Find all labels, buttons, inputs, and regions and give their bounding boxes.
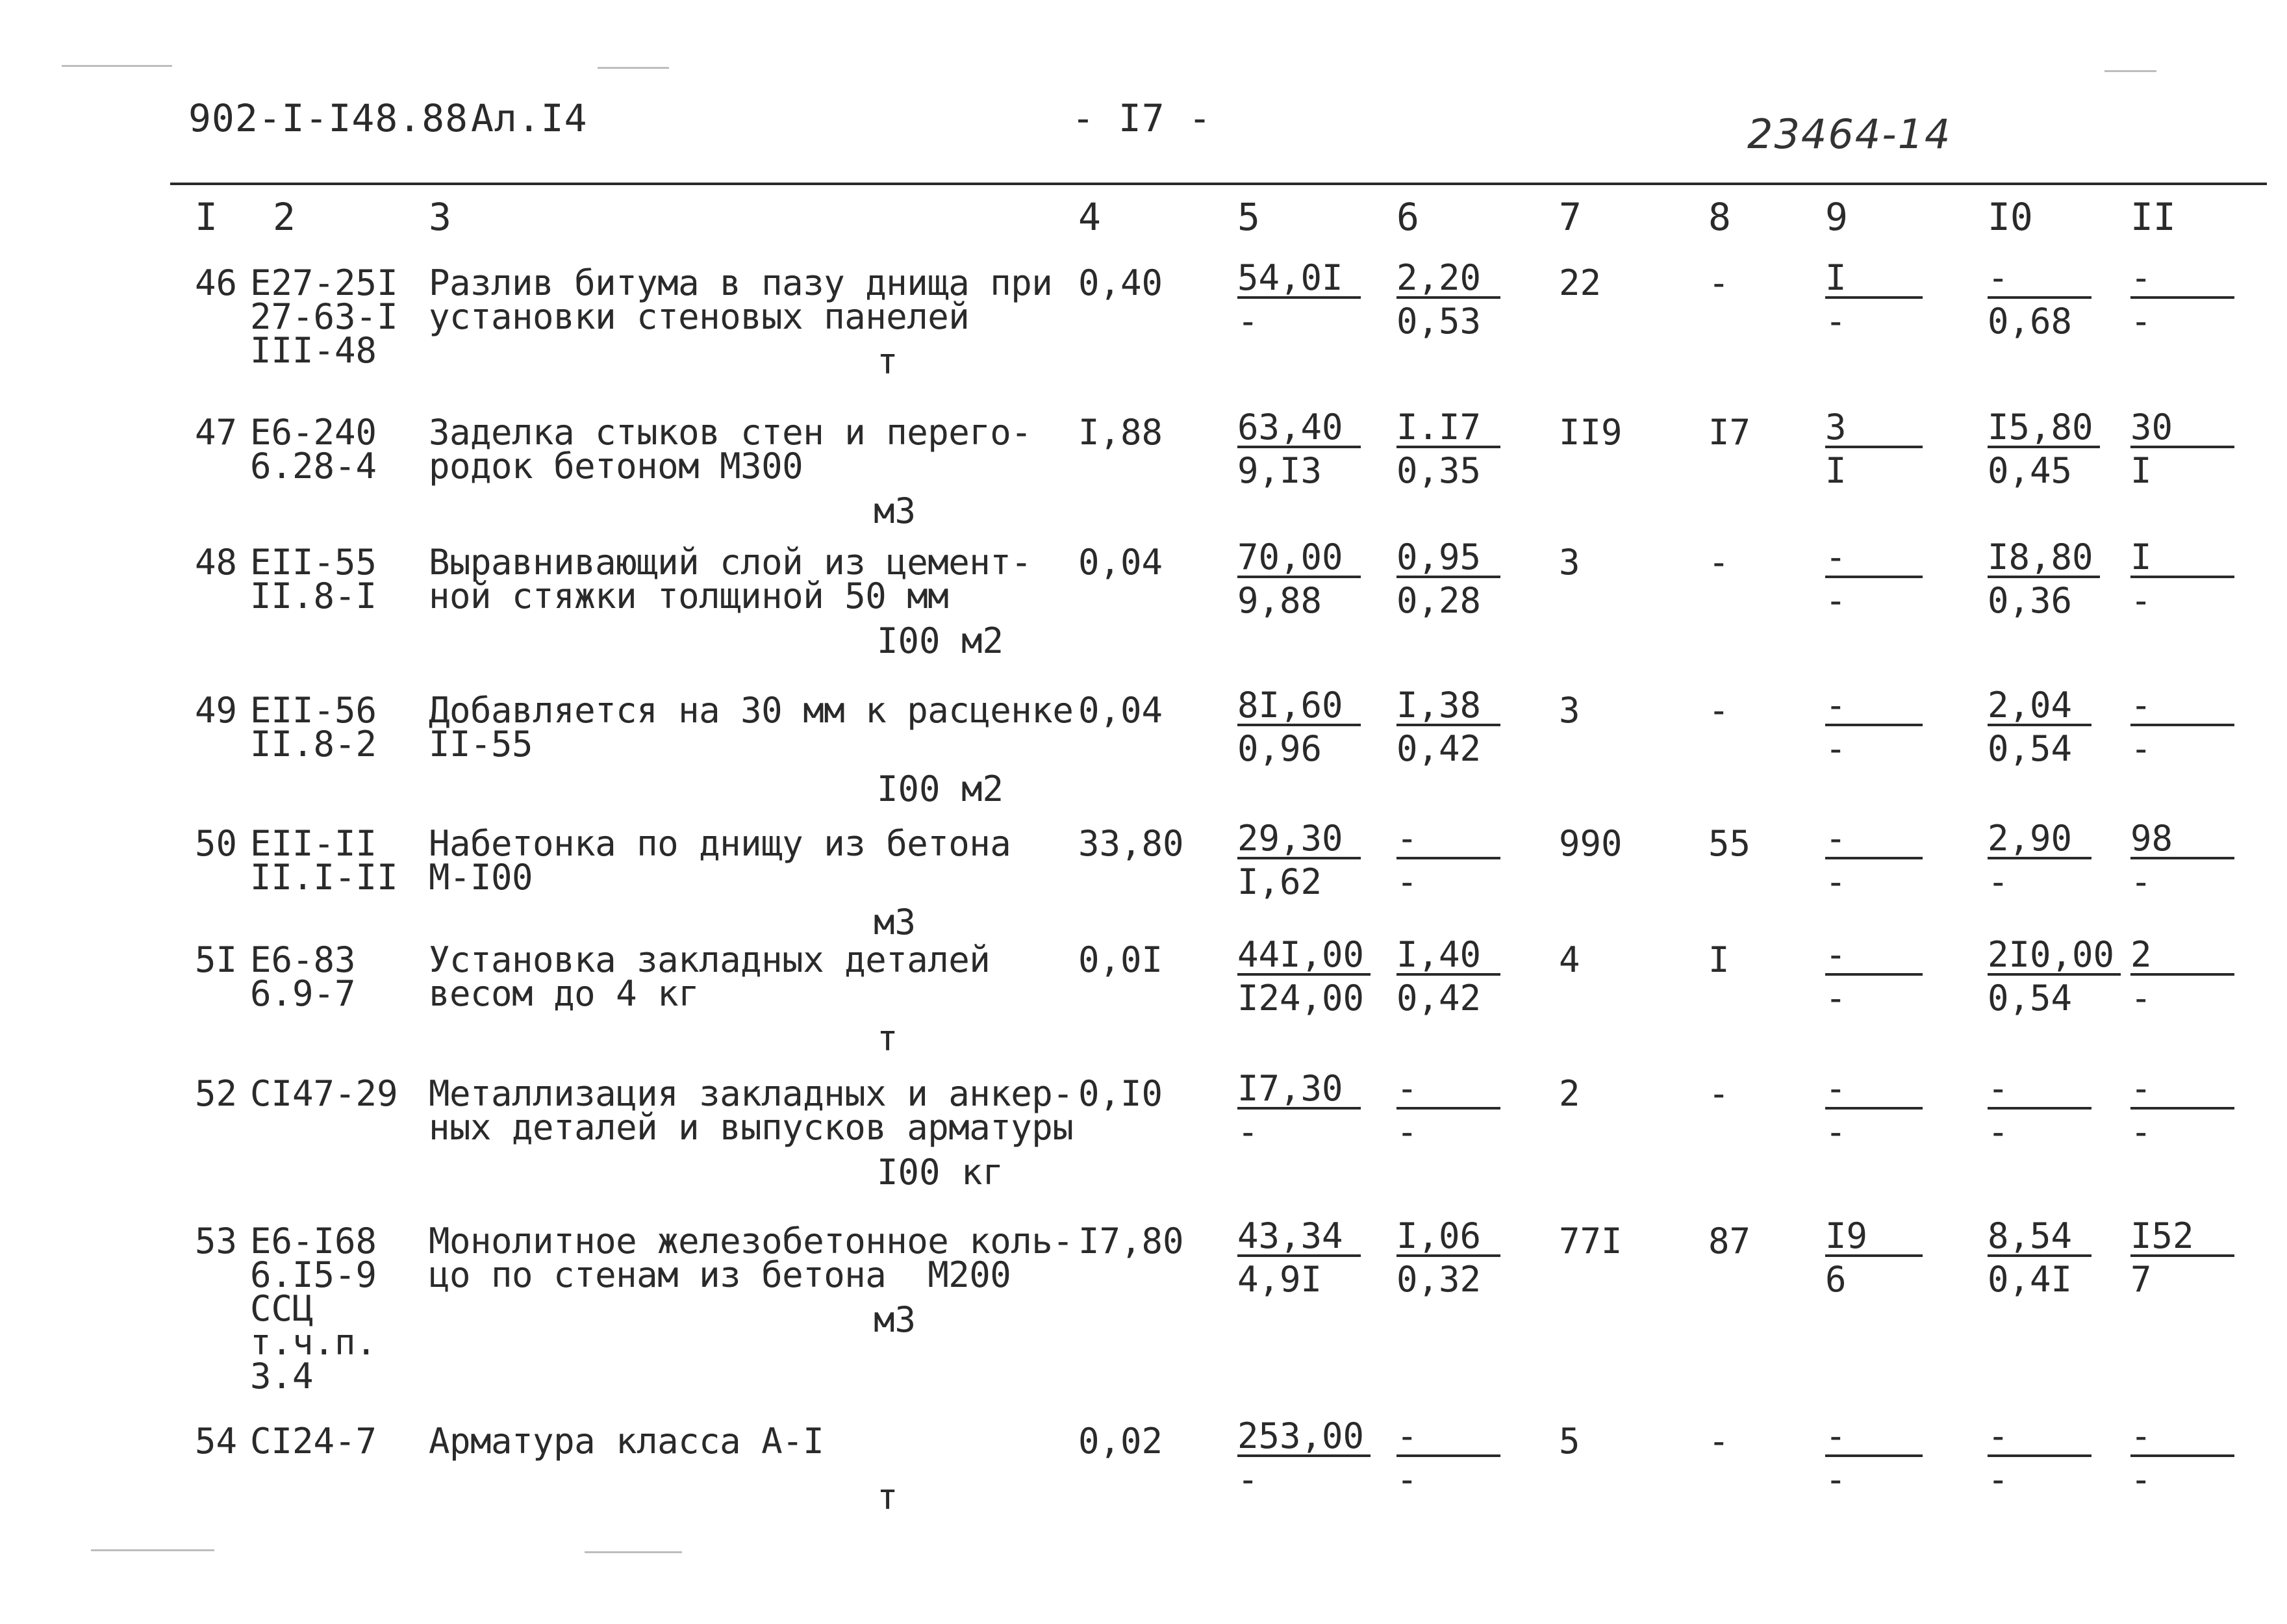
rate-code: CI24-7 [250, 1421, 377, 1462]
table-row [0, 685, 2287, 809]
description-line: цо по стенам из бетона М200 [429, 1254, 1011, 1295]
fraction-c10 [1988, 1215, 2091, 1300]
fraction-bottom: - [1237, 301, 1259, 342]
row-number: 47 [195, 412, 238, 453]
table-row [0, 1215, 2287, 1397]
fraction-bottom: 0,4I [1988, 1259, 2073, 1300]
fraction-c9 [1825, 1215, 1923, 1300]
fraction-bottom: 0,45 [1988, 450, 2073, 491]
fraction-top: - [1988, 260, 2091, 299]
fraction-top: - [1825, 937, 1923, 976]
scan-mark [598, 67, 669, 69]
column-8-value: I [1708, 939, 1730, 980]
table-row [0, 537, 2287, 661]
column-7-value: 2 [1559, 1073, 1580, 1114]
rate-code: EII-56 [250, 690, 377, 731]
rate-code: EII-II [250, 823, 377, 864]
row-number: 46 [195, 262, 238, 303]
description-line: установки стеновых панелей [429, 296, 970, 337]
fraction-top: 0,95 [1396, 539, 1500, 578]
column-number: 5 [1237, 195, 1260, 239]
fraction-bottom: 9,88 [1237, 580, 1322, 621]
quantity: 0,04 [1078, 542, 1163, 583]
fraction-c11 [2130, 257, 2234, 342]
fraction-bottom: - [1988, 861, 2009, 902]
work-description [429, 412, 1032, 487]
fraction-c11 [2130, 1068, 2234, 1152]
fraction-top: 44I,00 [1237, 937, 1371, 976]
fraction-top: - [1825, 1071, 1923, 1110]
fraction-top: - [1825, 820, 1923, 859]
unit-of-measure: т [877, 1477, 898, 1517]
unit-of-measure: т [877, 1018, 898, 1059]
fraction-c10 [1988, 685, 2091, 769]
unit-of-measure: т [877, 341, 898, 382]
fraction-bottom: 0,32 [1396, 1259, 1482, 1300]
fraction-top: 3 [1825, 409, 1923, 448]
quantity: I,88 [1078, 412, 1163, 453]
scan-mark [62, 65, 172, 67]
fraction-bottom: - [2130, 580, 2152, 621]
description-line: родок бетоном М300 [429, 446, 803, 487]
row-number: 54 [195, 1421, 238, 1462]
fraction-top: I [2130, 539, 2234, 578]
fraction-top: 29,30 [1237, 820, 1361, 859]
description-line: Выравнивающий слой из цемент- [429, 542, 1032, 583]
fraction-top: 8I,60 [1237, 687, 1361, 726]
fraction-top: 43,34 [1237, 1218, 1361, 1257]
fraction-bottom: - [1825, 861, 1847, 902]
column-8-value: 55 [1708, 823, 1751, 864]
fraction-c6 [1396, 934, 1500, 1019]
fraction-bottom: I [2130, 450, 2152, 491]
description-line: ной стяжки толщиной 50 мм [429, 576, 949, 616]
fraction-c6 [1396, 818, 1500, 902]
rate-code: 27-63-I [250, 296, 398, 337]
rate-code: 6.I5-9 [250, 1254, 377, 1295]
rate-codes [250, 939, 356, 1014]
column-7-value: 77I [1559, 1221, 1623, 1262]
fraction-top: - [1396, 820, 1500, 859]
fraction-bottom: - [2130, 301, 2152, 342]
fraction-top: 98 [2130, 820, 2234, 859]
row-number: 48 [195, 542, 238, 583]
fraction-top: 8,54 [1988, 1218, 2091, 1257]
quantity: 0,0I [1078, 939, 1163, 980]
column-8-value: - [1708, 542, 1730, 583]
fraction-top: 253,00 [1237, 1418, 1371, 1457]
description-line: Набетонка по днищу из бетона [429, 823, 1011, 864]
column-number: 6 [1396, 195, 1419, 239]
fraction-top: I,40 [1396, 937, 1500, 976]
fraction-c5 [1237, 1415, 1371, 1500]
fraction-bottom: 0,42 [1396, 978, 1482, 1019]
row-number: 52 [195, 1073, 238, 1114]
fraction-bottom: - [2130, 861, 2152, 902]
work-description [429, 939, 991, 1014]
description-line: II-55 [429, 724, 533, 765]
work-description [429, 1073, 1074, 1148]
fraction-c9 [1825, 818, 1923, 902]
fraction-bottom: - [1396, 861, 1418, 902]
fraction-top: - [1396, 1418, 1500, 1457]
column-8-value: - [1708, 1421, 1730, 1462]
table-row [0, 934, 2287, 1059]
fraction-top: - [1988, 1071, 2091, 1110]
unit-of-measure: м3 [874, 1299, 916, 1340]
table-row [0, 1068, 2287, 1193]
fraction-top: 2I0,00 [1988, 937, 2121, 976]
column-7-value: II9 [1559, 412, 1623, 453]
fraction-c6 [1396, 1415, 1500, 1500]
fraction-top: I [1825, 260, 1923, 299]
unit-of-measure: м3 [874, 490, 916, 531]
fraction-c10 [1988, 407, 2100, 491]
fraction-bottom: 7 [2130, 1259, 2152, 1300]
fraction-top: 2,04 [1988, 687, 2091, 726]
row-number: 50 [195, 823, 238, 864]
fraction-c5 [1237, 685, 1361, 769]
fraction-top: - [1988, 1418, 2091, 1457]
fraction-bottom: 6 [1825, 1259, 1847, 1300]
column-number: I [195, 195, 218, 239]
scan-mark [91, 1549, 214, 1551]
fraction-bottom: 0,96 [1237, 728, 1322, 769]
fraction-bottom: - [1988, 1111, 2009, 1152]
fraction-bottom: I24,00 [1237, 978, 1365, 1019]
column-number: 4 [1078, 195, 1101, 239]
fraction-top: 2 [2130, 937, 2234, 976]
rate-code: ССЦ [250, 1288, 314, 1329]
fraction-bottom: 4,9I [1237, 1259, 1322, 1300]
work-description [429, 542, 1032, 616]
rate-code: III-48 [250, 330, 377, 371]
fraction-c9 [1825, 407, 1923, 491]
scan-mark [2104, 70, 2156, 72]
fraction-c9 [1825, 1415, 1923, 1500]
rate-code: E6-I68 [250, 1221, 377, 1262]
fraction-c6 [1396, 537, 1500, 621]
quantity: 0,04 [1078, 690, 1163, 731]
unit-of-measure: м3 [874, 902, 916, 943]
fraction-top: - [1825, 1418, 1923, 1457]
rate-code: E6-240 [250, 412, 377, 453]
fraction-c9 [1825, 537, 1923, 621]
fraction-bottom: - [2130, 728, 2152, 769]
fraction-bottom: - [2130, 1459, 2152, 1500]
fraction-bottom: 9,I3 [1237, 450, 1322, 491]
fraction-top: - [1825, 539, 1923, 578]
fraction-bottom: - [1237, 1459, 1259, 1500]
fraction-c10 [1988, 257, 2091, 342]
column-number: 8 [1708, 195, 1731, 239]
column-number: 2 [273, 195, 296, 239]
rate-code: 6.28-4 [250, 446, 377, 487]
fraction-c5 [1237, 1215, 1361, 1300]
column-7-value: 990 [1559, 823, 1623, 864]
fraction-top: I7,30 [1237, 1071, 1361, 1110]
fraction-bottom: - [1825, 580, 1847, 621]
description-line: Арматура класса А-I [429, 1421, 824, 1462]
unit-of-measure: I00 кг [877, 1152, 1004, 1193]
fraction-bottom: 0,35 [1396, 450, 1482, 491]
fraction-bottom: 0,28 [1396, 580, 1482, 621]
fraction-bottom: - [2130, 1111, 2152, 1152]
rate-code: т.ч.п. [250, 1322, 377, 1363]
fraction-bottom: I [1825, 450, 1847, 491]
fraction-c5 [1237, 818, 1361, 902]
fraction-c11 [2130, 1415, 2234, 1500]
fraction-top: - [1825, 687, 1923, 726]
fraction-top: 2,20 [1396, 260, 1500, 299]
column-8-value: I7 [1708, 412, 1751, 453]
rate-code: II.8-I [250, 576, 377, 616]
fraction-top: I8,80 [1988, 539, 2100, 578]
fraction-c10 [1988, 818, 2091, 902]
quantity: 0,02 [1078, 1421, 1163, 1462]
fraction-c9 [1825, 1068, 1923, 1152]
work-description [429, 1221, 1074, 1295]
description-line: Заделка стыков стен и перего- [429, 412, 1032, 453]
fraction-bottom: 0,54 [1988, 728, 2073, 769]
fraction-bottom: 0,36 [1988, 580, 2073, 621]
description-line: Добавляется на 30 мм к расценке [429, 690, 1074, 731]
fraction-c10 [1988, 1415, 2091, 1500]
table-row [0, 407, 2287, 531]
rate-code: 6.9-7 [250, 973, 356, 1014]
rate-code: CI47-29 [250, 1073, 398, 1114]
work-description [429, 262, 1053, 337]
fraction-c9 [1825, 685, 1923, 769]
unit-of-measure: I00 м2 [877, 768, 1004, 809]
fraction-c11 [2130, 934, 2234, 1019]
fraction-c6 [1396, 257, 1500, 342]
fraction-bottom: - [1825, 1111, 1847, 1152]
fraction-top: I5,80 [1988, 409, 2100, 448]
column-7-value: 3 [1559, 690, 1580, 731]
rate-code: E27-25I [250, 262, 398, 303]
table-row [0, 818, 2287, 943]
rate-codes [250, 823, 398, 898]
column-8-value: - [1708, 690, 1730, 731]
rate-codes [250, 1421, 377, 1462]
fraction-top: 2,90 [1988, 820, 2091, 859]
rate-codes [250, 1221, 377, 1397]
rate-codes [250, 262, 398, 371]
rate-codes [250, 412, 377, 487]
description-line: Металлизация закладных и анкер- [429, 1073, 1074, 1114]
column-number: I0 [1988, 195, 2033, 239]
fraction-bottom: - [1825, 978, 1847, 1019]
fraction-c6 [1396, 1068, 1500, 1152]
fraction-bottom: - [1825, 728, 1847, 769]
header-rule [170, 183, 2267, 185]
row-number: 49 [195, 690, 238, 731]
column-7-value: 5 [1559, 1421, 1580, 1462]
rate-code: II.I-II [250, 857, 398, 898]
fraction-bottom: 0,54 [1988, 978, 2073, 1019]
fraction-c10 [1988, 1068, 2091, 1152]
fraction-c11 [2130, 407, 2234, 491]
fraction-top: 70,00 [1237, 539, 1361, 578]
fraction-c10 [1988, 537, 2100, 621]
fraction-c5 [1237, 257, 1361, 342]
fraction-c5 [1237, 934, 1371, 1019]
fraction-c6 [1396, 1215, 1500, 1300]
fraction-top: - [2130, 687, 2234, 726]
description-line: весом до 4 кг [429, 973, 700, 1014]
fraction-top: I.I7 [1396, 409, 1500, 448]
fraction-c5 [1237, 407, 1361, 491]
description-line: Монолитное железобетонное коль- [429, 1221, 1074, 1262]
fraction-bottom: 0,42 [1396, 728, 1482, 769]
rate-codes [250, 1073, 398, 1114]
fraction-c9 [1825, 257, 1923, 342]
fraction-bottom: 0,68 [1988, 301, 2073, 342]
fraction-c10 [1988, 934, 2121, 1019]
fraction-top: 54,0I [1237, 260, 1361, 299]
fraction-top: - [2130, 1071, 2234, 1110]
fraction-bottom: - [1396, 1459, 1418, 1500]
fraction-bottom: - [1825, 301, 1847, 342]
column-7-value: 22 [1559, 262, 1602, 303]
rate-code: 3.4 [250, 1356, 314, 1397]
fraction-c6 [1396, 685, 1500, 769]
rate-codes [250, 690, 377, 765]
fraction-c11 [2130, 1215, 2234, 1300]
fraction-c9 [1825, 934, 1923, 1019]
album-number: Ал.I4 [471, 96, 588, 140]
fraction-c5 [1237, 1068, 1361, 1152]
fraction-bottom: - [1396, 1111, 1418, 1152]
column-number: 9 [1825, 195, 1848, 239]
table-row [0, 1415, 2287, 1517]
page-number: - I7 - [1072, 96, 1212, 140]
fraction-top: 63,40 [1237, 409, 1361, 448]
rate-codes [250, 542, 377, 616]
description-line: Установка закладных деталей [429, 939, 991, 980]
description-line: Разлив битума в пазу днища при [429, 262, 1053, 303]
fraction-top: I9 [1825, 1218, 1923, 1257]
archive-stamp: 23464-14 [1747, 110, 1952, 158]
fraction-top: 30 [2130, 409, 2234, 448]
column-8-value: - [1708, 262, 1730, 303]
fraction-top: I52 [2130, 1218, 2234, 1257]
column-7-value: 4 [1559, 939, 1580, 980]
row-number: 5I [195, 939, 238, 980]
unit-of-measure: I00 м2 [877, 620, 1004, 661]
fraction-top: I,06 [1396, 1218, 1500, 1257]
quantity: 0,40 [1078, 262, 1163, 303]
rate-code: II.8-2 [250, 724, 377, 765]
fraction-bottom: - [1825, 1459, 1847, 1500]
fraction-top: - [2130, 260, 2234, 299]
table-row [0, 257, 2287, 382]
document-code: 902-I-I48.88 [188, 96, 469, 140]
description-line: М-I00 [429, 857, 533, 898]
quantity: 0,I0 [1078, 1073, 1163, 1114]
quantity: I7,80 [1078, 1221, 1184, 1262]
fraction-bottom: - [1237, 1111, 1259, 1152]
fraction-c11 [2130, 537, 2234, 621]
column-8-value: - [1708, 1073, 1730, 1114]
fraction-top: - [1396, 1071, 1500, 1110]
fraction-c6 [1396, 407, 1500, 491]
fraction-c5 [1237, 537, 1361, 621]
quantity: 33,80 [1078, 823, 1184, 864]
work-description [429, 1421, 824, 1462]
work-description [429, 823, 1011, 898]
rate-code: EII-55 [250, 542, 377, 583]
fraction-c11 [2130, 685, 2234, 769]
column-7-value: 3 [1559, 542, 1580, 583]
scan-mark [585, 1551, 682, 1553]
fraction-top: I,38 [1396, 687, 1500, 726]
fraction-bottom: - [2130, 978, 2152, 1019]
fraction-c11 [2130, 818, 2234, 902]
rate-code: E6-83 [250, 939, 356, 980]
fraction-bottom: 0,53 [1396, 301, 1482, 342]
description-line: ных деталей и выпусков арматуры [429, 1107, 1074, 1148]
work-description [429, 690, 1074, 765]
fraction-top: - [2130, 1418, 2234, 1457]
fraction-bottom: - [1988, 1459, 2009, 1500]
column-number: 7 [1559, 195, 1582, 239]
column-number: 3 [429, 195, 451, 239]
column-number: II [2130, 195, 2176, 239]
fraction-bottom: I,62 [1237, 861, 1322, 902]
row-number: 53 [195, 1221, 238, 1262]
column-8-value: 87 [1708, 1221, 1751, 1262]
